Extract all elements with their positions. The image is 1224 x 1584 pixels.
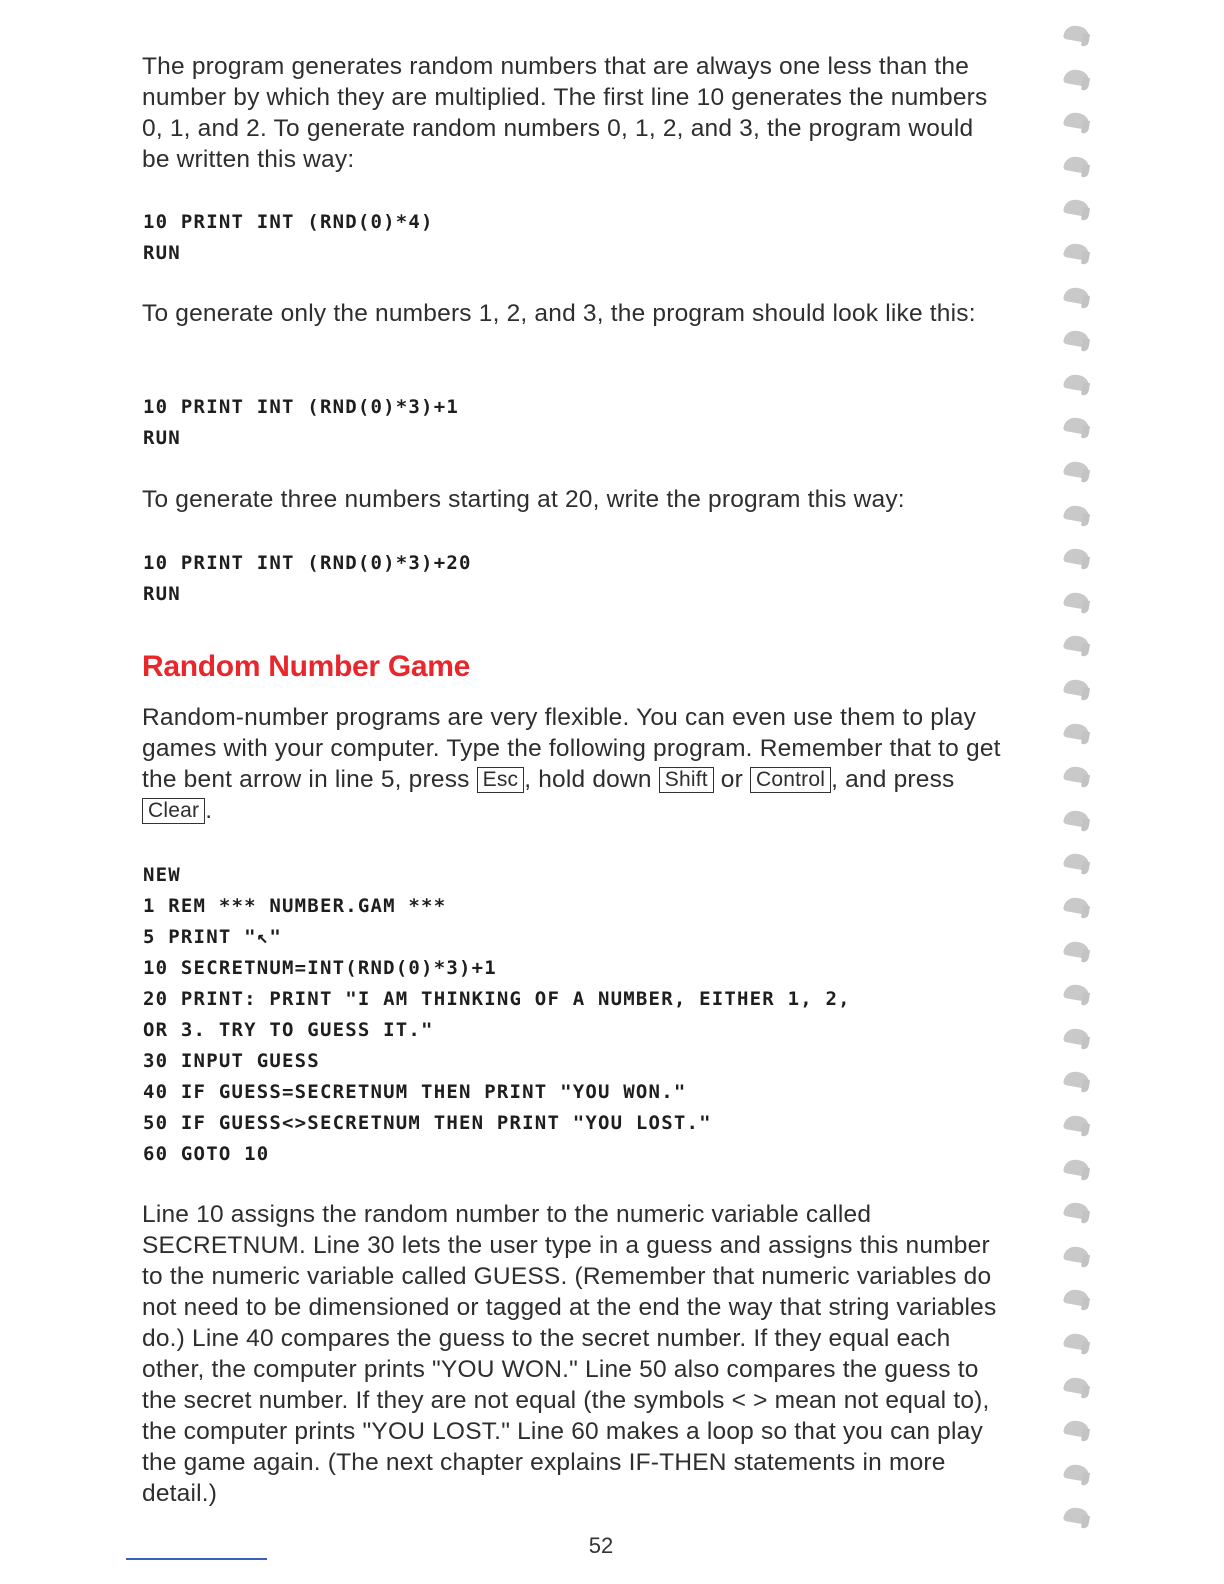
binding-hole <box>1063 67 1091 86</box>
code-line: 30 INPUT GUESS <box>143 1050 320 1072</box>
code-line: NEW <box>143 864 181 886</box>
section-heading: Random Number Game <box>142 650 470 683</box>
paragraph-three: To generate three numbers starting at 20, write the program this way: <box>142 486 905 513</box>
code-line: 1 REM *** NUMBER.GAM *** <box>143 895 447 917</box>
binding-hole <box>1063 1288 1091 1307</box>
binding-hole <box>1063 1027 1091 1046</box>
spiral-binding <box>1058 0 1108 1584</box>
binding-hole <box>1063 721 1091 740</box>
binding-hole <box>1063 373 1091 392</box>
code-listing-2 <box>143 392 459 454</box>
binding-hole <box>1063 1375 1091 1394</box>
binding-hole <box>1063 983 1091 1002</box>
intro-paragraph: The program generates random numbers that are always one less than the number by which they are multiplied. The first line 10 generates the numbers 0, 1, and 2. To generate random numbers 0, 1, 2, and 3, the program would be written this way: <box>142 53 988 173</box>
control-key: Control <box>750 767 831 793</box>
code-line: RUN <box>143 242 181 264</box>
code-line: RUN <box>143 427 181 449</box>
binding-hole <box>1063 285 1091 304</box>
text-segment: or <box>713 766 750 793</box>
binding-hole <box>1063 155 1091 174</box>
binding-hole <box>1063 1332 1091 1351</box>
binding-hole <box>1063 896 1091 915</box>
binding-hole <box>1063 1114 1091 1133</box>
footer-rule <box>126 1558 267 1560</box>
code-line: 10 PRINT INT (RND(0)*4) <box>143 211 434 233</box>
binding-hole <box>1063 1419 1091 1438</box>
binding-hole <box>1063 329 1091 348</box>
binding-hole <box>1063 1463 1091 1482</box>
text-segment: Random-number programs are very flexible. You can even use them to play games with your computer. Type the following program. Remember that to get the bent arrow in line 5, press <box>142 704 1001 793</box>
binding-hole <box>1063 503 1091 522</box>
binding-hole <box>1063 1506 1091 1525</box>
binding-hole <box>1063 634 1091 653</box>
binding-hole <box>1063 547 1091 566</box>
paragraph-four <box>142 702 1002 826</box>
binding-hole <box>1063 416 1091 435</box>
binding-hole <box>1063 111 1091 130</box>
binding-hole <box>1063 242 1091 261</box>
page-number: 52 <box>588 1533 614 1558</box>
text-segment: , and press <box>831 766 955 793</box>
binding-hole <box>1063 939 1091 958</box>
text-segment: , hold down <box>524 766 659 793</box>
binding-hole <box>1063 765 1091 784</box>
shift-key: Shift <box>659 767 714 793</box>
binding-hole <box>1063 1201 1091 1220</box>
binding-hole <box>1063 1245 1091 1264</box>
code-line: 10 PRINT INT (RND(0)*3)+20 <box>143 552 472 574</box>
binding-hole <box>1063 1157 1091 1176</box>
code-listing-game <box>143 860 851 1170</box>
code-line: 60 GOTO 10 <box>143 1143 270 1165</box>
code-line: 5 PRINT "↖" <box>143 926 283 948</box>
binding-hole <box>1063 591 1091 610</box>
binding-hole <box>1063 24 1091 43</box>
explanation-paragraph: Line 10 assigns the random number to the numeric variable called SECRETNUM. Line 30 lets the user type in a guess and assigns this number to the numeric variable called GUESS. (Remember that numeric variables do not need to be dimensioned or tagged at the end the way that string variables do.) Line 40 compares the guess to the secret number. If they equal each other, the computer prints "YOU WON." Line 50 also compares the guess to the secret number. If they are not equal (the symbols < > mean not equal to), the computer prints "YOU LOST." Line 60 makes a loop so that you can play the game again. (The next chapter explains IF-THEN statements in more detail.) <box>142 1201 997 1507</box>
code-line: 50 IF GUESS<>SECRETNUM THEN PRINT "YOU LOST." <box>143 1112 712 1134</box>
code-line: 10 SECRETNUM=INT(RND(0)*3)+1 <box>143 957 497 979</box>
clear-key: Clear <box>142 798 205 824</box>
binding-hole <box>1063 678 1091 697</box>
code-listing-1 <box>143 207 434 269</box>
paragraph-two: To generate only the numbers 1, 2, and 3, the program should look like this: <box>142 300 976 327</box>
binding-hole <box>1063 852 1091 871</box>
binding-hole <box>1063 1070 1091 1089</box>
esc-key: Esc <box>477 767 525 793</box>
binding-hole <box>1063 809 1091 828</box>
text-segment: . <box>205 797 213 824</box>
binding-hole <box>1063 460 1091 479</box>
code-line: OR 3. TRY TO GUESS IT." <box>143 1019 434 1041</box>
code-line: 20 PRINT: PRINT "I AM THINKING OF A NUMBER, EITHER 1, 2, <box>143 988 851 1010</box>
code-line: RUN <box>143 583 181 605</box>
code-listing-3 <box>143 548 472 610</box>
binding-hole <box>1063 198 1091 217</box>
code-line: 40 IF GUESS=SECRETNUM THEN PRINT "YOU WON." <box>143 1081 687 1103</box>
code-line: 10 PRINT INT (RND(0)*3)+1 <box>143 396 459 418</box>
